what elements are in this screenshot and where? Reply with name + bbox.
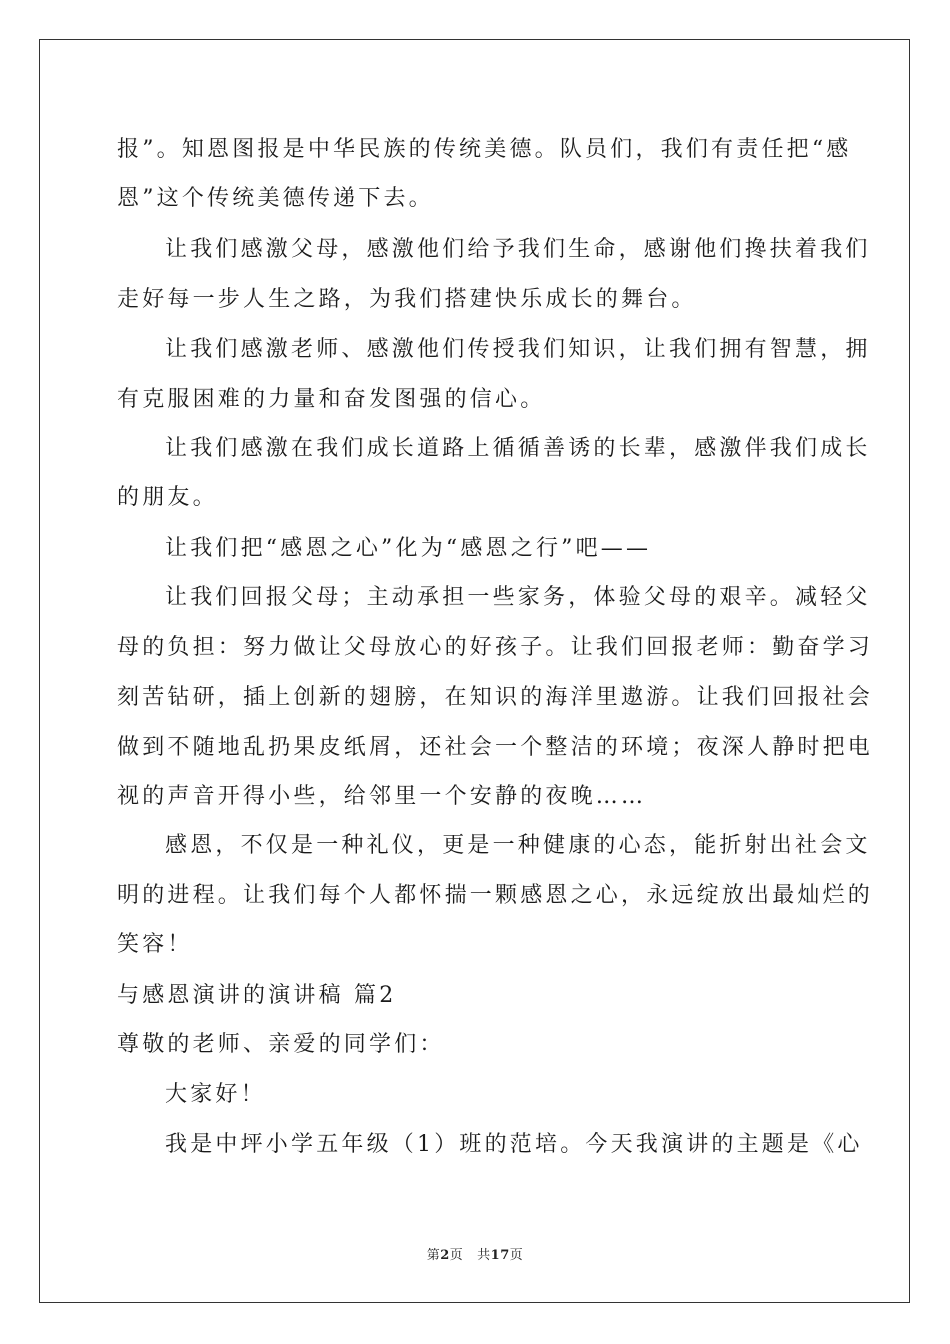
text-line-16: 明的进程。让我们每个人都怀揣一颗感恩之心，永远绽放出最灿烂的 bbox=[117, 883, 874, 908]
greeting: 大家好！ bbox=[165, 1082, 266, 1107]
text-line-8: 的朋友。 bbox=[117, 485, 218, 510]
section-heading: 与感恩演讲的演讲稿 篇2 bbox=[117, 983, 397, 1008]
text-line-21: 我是中坪小学五年级（1）班的范培。今天我演讲的主题是《心 bbox=[165, 1132, 863, 1157]
text-line-17: 笑容！ bbox=[117, 932, 193, 957]
text-line-2: 恩”这个传统美德传递下去。 bbox=[117, 186, 434, 211]
text-line-10: 让我们回报父母；主动承担一些家务，体验父母的艰辛。减轻父 bbox=[165, 585, 871, 610]
text-line-4: 走好每一步人生之路，为我们搭建快乐成长的舞台。 bbox=[117, 287, 697, 312]
text-line-15: 感恩，不仅是一种礼仪，更是一种健康的心态，能折射出社会文 bbox=[165, 833, 871, 858]
text-line-5: 让我们感激老师、感激他们传授我们知识，让我们拥有智慧，拥 bbox=[165, 337, 871, 362]
text-line-9: 让我们把“感恩之心”化为“感恩之行”吧—— bbox=[165, 536, 652, 561]
text-line-1: 报”。知恩图报是中华民族的传统美德。队员们，我们有责任把“感 bbox=[117, 137, 852, 162]
salutation: 尊敬的老师、亲爱的同学们： bbox=[117, 1032, 445, 1057]
text-line-3: 让我们感激父母，感激他们给予我们生命，感谢他们搀扶着我们 bbox=[165, 237, 871, 262]
footer-total-pages: 17 bbox=[490, 1248, 510, 1263]
text-line-14: 视的声音开得小些，给邻里一个安静的夜晚…… bbox=[117, 784, 647, 809]
footer-suffix: 页 bbox=[509, 1248, 524, 1263]
text-line-12: 刻苦钻研，插上创新的翅膀，在知识的海洋里遨游。让我们回报社会 bbox=[117, 685, 874, 710]
page-border bbox=[39, 39, 910, 1303]
page-footer bbox=[0, 1247, 950, 1265]
text-line-6: 有克服困难的力量和奋发图强的信心。 bbox=[117, 387, 546, 412]
text-line-7: 让我们感激在我们成长道路上循循善诱的长辈，感激伴我们成长 bbox=[165, 436, 871, 461]
footer-prefix: 第 bbox=[426, 1248, 441, 1263]
text-line-13: 做到不随地乱扔果皮纸屑，还社会一个整洁的环境；夜深人静时把电 bbox=[117, 735, 874, 760]
text-line-11: 母的负担：努力做让父母放心的好孩子。让我们回报老师：勤奋学习 bbox=[117, 635, 874, 660]
footer-page-number: 2 bbox=[440, 1248, 450, 1263]
footer-middle: 页 共 bbox=[449, 1248, 491, 1263]
